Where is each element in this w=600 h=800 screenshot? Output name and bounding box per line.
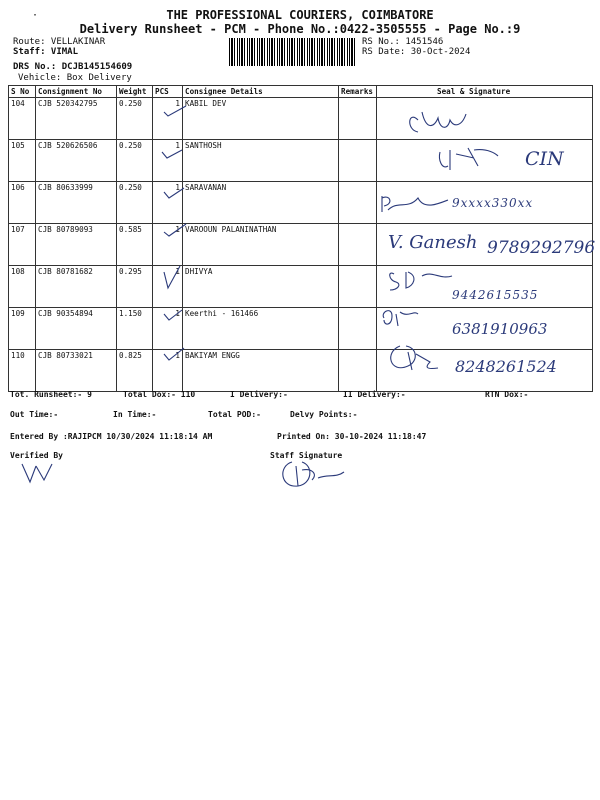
- cell-sno: 109: [9, 308, 36, 350]
- company-title: THE PROFESSIONAL COURIERS, COIMBATORE: [166, 8, 434, 22]
- cell-consignment: CJB 520626506: [36, 140, 117, 182]
- out-time: Out Time:-: [10, 410, 59, 419]
- tick-mark: [164, 106, 186, 116]
- rs-date: RS Date: 30-Oct-2024: [362, 47, 471, 57]
- cell-consignment: CJB 80633999: [36, 182, 117, 224]
- col-sno: S No: [9, 86, 36, 98]
- cell-remarks: [339, 350, 377, 392]
- cell-consignee: DHIVYA: [183, 266, 339, 308]
- cell-weight: 0.250: [117, 182, 153, 224]
- cell-sno: 104: [9, 98, 36, 140]
- cell-weight: 0.250: [117, 98, 153, 140]
- tick-marks: [160, 100, 190, 380]
- cell-sno: 106: [9, 182, 36, 224]
- col-consignment: Consignment No: [36, 86, 117, 98]
- staff-signature-label: Staff Signature: [270, 451, 343, 460]
- tick-mark: [162, 150, 182, 158]
- cell-consignment: CJB 80733021: [36, 350, 117, 392]
- col-consignee: Consignee Details: [183, 86, 339, 98]
- signature-row-106: [382, 196, 448, 212]
- cell-weight: 0.825: [117, 350, 153, 392]
- pcs-value: 1: [175, 267, 180, 276]
- pcs-value: 1: [175, 309, 180, 318]
- printed-on: Printed On: 30-10-2024 11:18:47: [277, 432, 427, 441]
- tick-mark: [164, 310, 182, 320]
- col-pcs: PCS: [153, 86, 183, 98]
- cell-weight: 0.295: [117, 266, 153, 308]
- table-header: [9, 86, 593, 98]
- staff-signature: [278, 456, 348, 492]
- tick-mark: [164, 188, 184, 198]
- pcs-value: 1: [175, 141, 180, 150]
- cell-consignment: CJB 520342795: [36, 98, 117, 140]
- total-pod: Total POD:-: [208, 410, 261, 419]
- handwritten-109: 6381910963: [452, 320, 548, 338]
- tick-mark: [164, 224, 186, 236]
- entered-by: Entered By :RAJIPCM 10/30/2024 11:18:14 AM: [10, 432, 213, 441]
- cell-consignee: BAKIYAM ENGG: [183, 350, 339, 392]
- cell-remarks: [339, 182, 377, 224]
- pcs-value: 1: [175, 225, 180, 234]
- cell-sno: 110: [9, 350, 36, 392]
- rtn-dox: RTN Dox:-: [485, 390, 529, 399]
- vehicle-label: Vehicle: Box Delivery: [18, 73, 132, 83]
- handwritten-107-phone: 9789292796: [487, 238, 596, 258]
- cell-sno: 107: [9, 224, 36, 266]
- cell-remarks: [339, 266, 377, 308]
- signature-row-109: [383, 311, 418, 326]
- barcode: [229, 38, 356, 66]
- handwritten-106: 9xxxx330xx: [452, 196, 534, 210]
- cell-remarks: [339, 140, 377, 182]
- handwritten-105: CIN: [525, 148, 564, 170]
- route-label: Route: VELLAKINAR: [13, 37, 106, 47]
- drs-number: DRS No.: DCJB145154609: [13, 62, 133, 72]
- signature-row-108: [390, 272, 452, 290]
- tick-mark: [164, 266, 180, 288]
- col-weight: Weight: [117, 86, 153, 98]
- cell-sno: 108: [9, 266, 36, 308]
- cell-sno: 105: [9, 140, 36, 182]
- tot-runsheet: Tot. Runsheet:- 9: [10, 390, 92, 399]
- staff-label: Staff: VIMAL: [13, 47, 79, 57]
- cell-consignee: VAROOUN PALANINATHAN: [183, 224, 339, 266]
- rs-number: RS No.: 1451546: [362, 37, 444, 47]
- col-seal-signature: Seal & Signature: [377, 86, 593, 98]
- i-delivery: I Delivery:-: [230, 390, 288, 399]
- handwritten-107-name: V. Ganesh: [388, 232, 478, 253]
- cell-weight: 0.585: [117, 224, 153, 266]
- signature-row-104: [410, 112, 466, 132]
- cell-consignment: CJB 90354894: [36, 308, 117, 350]
- runsheet-subtitle: Delivery Runsheet - PCM - Phone No.:0422-3505555 - Page No.:9: [79, 22, 521, 36]
- in-time: In Time:-: [113, 410, 157, 419]
- pcs-value: 1: [175, 351, 180, 360]
- corner-dot: ·: [32, 10, 39, 21]
- cell-consignee: SARAVANAN: [183, 182, 339, 224]
- cell-consignment: CJB 80781682: [36, 266, 117, 308]
- cell-consignee: Keerthi - 161466: [183, 308, 339, 350]
- verifier-signature: [20, 460, 60, 490]
- signature-row-110: [391, 346, 438, 370]
- cell-remarks: [339, 98, 377, 140]
- pcs-value: 1: [175, 183, 180, 192]
- cell-consignee: SANTHOSH: [183, 140, 339, 182]
- handwritten-110: 8248261524: [455, 357, 557, 376]
- delvy-points: Delvy Points:-: [290, 410, 358, 419]
- cell-consignee: KABIL DEV: [183, 98, 339, 140]
- verified-by: Verified By: [10, 451, 63, 460]
- pcs-value: 1: [175, 99, 180, 108]
- cell-weight: 1.150: [117, 308, 153, 350]
- cell-remarks: [339, 224, 377, 266]
- cell-weight: 0.250: [117, 140, 153, 182]
- total-dox: Total Dox:- 110: [123, 390, 196, 399]
- handwritten-108: 9442615535: [452, 288, 539, 302]
- cell-remarks: [339, 308, 377, 350]
- cell-consignment: CJB 80789093: [36, 224, 117, 266]
- col-remarks: Remarks: [339, 86, 377, 98]
- tick-mark: [164, 348, 184, 360]
- signature-row-105: [439, 148, 498, 170]
- ii-delivery: II Delivery:-: [343, 390, 406, 399]
